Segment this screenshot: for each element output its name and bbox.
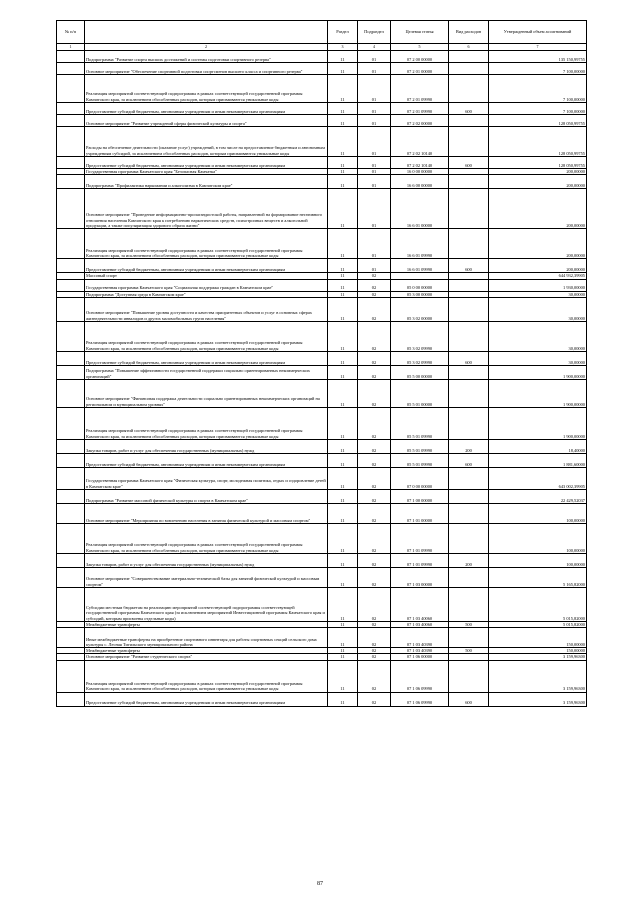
table-row: [57, 297, 587, 321]
row-target-article: 07 1 03 40060: [391, 621, 449, 627]
row-target-article: 16 0 00 00000: [391, 169, 449, 175]
row-number: [57, 553, 85, 567]
row-expense-type: [449, 503, 489, 523]
row-target-article: 07 1 01 09990: [391, 553, 449, 567]
row-section: 11: [328, 660, 358, 692]
row-number: [57, 503, 85, 523]
row-section: 11: [328, 279, 358, 291]
row-target-article: 07 1 01 09990: [391, 523, 449, 553]
row-name: Основное мероприятие "Мероприятия по вовлечению населения в занятия физической культурой и массовым спортом": [85, 503, 328, 523]
row-expense-type: [449, 379, 489, 407]
row-number: [57, 351, 85, 365]
row-expense-type: [449, 127, 489, 157]
row-amount: 30,00000: [489, 291, 587, 297]
row-name: Закупка товаров, работ и услуг для обеспечения государственных (муниципальных) нужд: [85, 439, 328, 453]
row-target-article: 05 5 01 09990: [391, 439, 449, 453]
row-name: Предоставление субсидий бюджетным, автономным учреждениям и иным некоммерческим организациям: [85, 157, 328, 169]
row-target-article: 05 3 00 00000: [391, 291, 449, 297]
row-target-article: 07 2 02 10140: [391, 127, 449, 157]
row-target-article: 07 1 01 00000: [391, 503, 449, 523]
column-number: 7: [489, 44, 587, 51]
row-expense-type: 200: [449, 439, 489, 453]
table-row: [57, 127, 587, 157]
row-number: [57, 297, 85, 321]
row-expense-type: [449, 489, 489, 503]
header-number: № п/п: [57, 21, 85, 44]
row-number: [57, 189, 85, 229]
row-section: 11: [328, 365, 358, 379]
row-subsection: 02: [358, 365, 391, 379]
row-name: Основное мероприятие "Повышение уровня доступности и качества приоритетных объектов и услуг в основных сферах жизнедеятельности инвалидов и других маломобильных групп населения": [85, 297, 328, 321]
row-section: 11: [328, 297, 358, 321]
row-amount: 1 930,00000: [489, 279, 587, 291]
table-row: [57, 321, 587, 351]
row-target-article: 16 6 01 00000: [391, 189, 449, 229]
row-section: 11: [328, 587, 358, 621]
row-subsection: 01: [358, 127, 391, 157]
row-target-article: 16 6 01 09990: [391, 259, 449, 273]
row-expense-type: 600: [449, 259, 489, 273]
row-expense-type: [449, 321, 489, 351]
row-expense-type: [449, 175, 489, 189]
header-approved-amount: Утвержденный объем ассигнований: [489, 21, 587, 44]
row-section: 11: [328, 189, 358, 229]
row-subsection: 02: [358, 567, 391, 587]
table-row: [57, 379, 587, 407]
row-subsection: 02: [358, 407, 391, 439]
row-subsection: 02: [358, 503, 391, 523]
row-number: [57, 63, 85, 75]
row-name: Реализация мероприятий соответствующей подпрограммы в рамках соответствующей государственной программы Камчатского края, за исключением обособленных расходов, которым присваиваются уникальные коды: [85, 660, 328, 692]
table-row: [57, 553, 587, 567]
row-amount: 150,00000: [489, 648, 587, 654]
row-number: [57, 51, 85, 63]
row-name: Подпрограмма "Профилактика наркомании и алкоголизма в Камчатском крае": [85, 175, 328, 189]
row-subsection: 02: [358, 279, 391, 291]
row-name: Расходы на обеспечение деятельности (оказание услуг) учреждений, в том числе на предоставление бюджетным и автономным учреждениям субсидий, за исключением обособленных расходов, которым присваиваются уникальные коды: [85, 127, 328, 157]
row-amount: 5 015,82000: [489, 587, 587, 621]
row-subsection: 02: [358, 291, 391, 297]
row-subsection: 02: [358, 648, 391, 654]
row-section: 11: [328, 553, 358, 567]
row-target-article: 05 3 02 09990: [391, 351, 449, 365]
row-amount: 200,00000: [489, 189, 587, 229]
row-subsection: 02: [358, 628, 391, 648]
row-name: Подпрограмма "Развитие спорта высших достижений и системы подготовки спортивного резерва": [85, 51, 328, 63]
row-subsection: 02: [358, 660, 391, 692]
row-amount: 128 050,99755: [489, 157, 587, 169]
row-number: [57, 523, 85, 553]
row-subsection: 02: [358, 587, 391, 621]
row-section: 11: [328, 503, 358, 523]
row-section: 11: [328, 103, 358, 115]
row-section: 11: [328, 229, 358, 259]
table-row: [57, 279, 587, 291]
row-name: Подпрограмма "Повышение эффективности государственной поддержки социально ориентированных некоммерческих организаций": [85, 365, 328, 379]
column-number: 6: [449, 44, 489, 51]
row-amount: 200,00000: [489, 229, 587, 259]
table-row: [57, 523, 587, 553]
row-section: 11: [328, 127, 358, 157]
row-number: [57, 75, 85, 103]
column-number: 4: [358, 44, 391, 51]
row-amount: 22 429,52037: [489, 489, 587, 503]
row-section: 11: [328, 157, 358, 169]
row-amount: 1 881,60000: [489, 453, 587, 467]
row-subsection: 01: [358, 51, 391, 63]
row-section: 11: [328, 628, 358, 648]
row-expense-type: 200: [449, 553, 489, 567]
row-amount: 128 050,99755: [489, 115, 587, 127]
table-row: [57, 567, 587, 587]
row-name: Реализация мероприятий соответствующей подпрограммы в рамках соответствующей государственной программы Камчатского края, за исключением обособленных расходов, которым присваиваются уникальные коды: [85, 321, 328, 351]
row-amount: 3 159,96300: [489, 660, 587, 692]
row-amount: 128 050,99755: [489, 127, 587, 157]
row-name: Основное мероприятие "Совершенствование материально-технической базы для занятий физической культурой и массовым спортом": [85, 567, 328, 587]
table-row: [57, 115, 587, 127]
row-amount: 150,00000: [489, 628, 587, 648]
row-section: 11: [328, 467, 358, 489]
row-section: 11: [328, 379, 358, 407]
row-target-article: 07 1 06 09990: [391, 692, 449, 706]
table-row: [57, 692, 587, 706]
row-amount: 30,00000: [489, 297, 587, 321]
row-amount: 7 100,00000: [489, 103, 587, 115]
row-amount: 30,00000: [489, 351, 587, 365]
table-row: [57, 259, 587, 273]
row-expense-type: [449, 115, 489, 127]
table-row: [57, 503, 587, 523]
row-amount: 200,00000: [489, 259, 587, 273]
row-expense-type: [449, 279, 489, 291]
row-number: [57, 115, 85, 127]
row-name: Основное мероприятие "Развитие учреждений сферы физической культуры и спорта": [85, 115, 328, 127]
row-amount: 3 159,96300: [489, 692, 587, 706]
table-row: [57, 103, 587, 115]
row-target-article: 07 2 01 09990: [391, 75, 449, 103]
table-row: [57, 660, 587, 692]
row-expense-type: 500: [449, 621, 489, 627]
row-section: 11: [328, 692, 358, 706]
row-number: [57, 692, 85, 706]
row-target-article: 07 1 03 40390: [391, 648, 449, 654]
row-section: 11: [328, 453, 358, 467]
table-row: [57, 157, 587, 169]
row-amount: 135 150,99755: [489, 51, 587, 63]
table-body: [57, 51, 587, 707]
row-subsection: 02: [358, 489, 391, 503]
column-number: 5: [391, 44, 449, 51]
row-subsection: 01: [358, 63, 391, 75]
row-subsection: 01: [358, 169, 391, 175]
row-number: [57, 365, 85, 379]
row-name: Основное мероприятие "Проведение информационно-пропагандистской работы, направленной на формирование негативного отношения населения Камчатского края к потреблению наркотических средств, психотропных веществ и алкогольной продукции, а также популяризация здорового образа жизни": [85, 189, 328, 229]
header-name: [85, 21, 328, 44]
row-number: [57, 489, 85, 503]
row-subsection: 02: [358, 321, 391, 351]
row-target-article: 05 5 01 09990: [391, 453, 449, 467]
row-subsection: 02: [358, 692, 391, 706]
row-target-article: 05 3 02 09990: [391, 321, 449, 351]
budget-table-sheet: [56, 20, 586, 707]
row-amount: 7 100,00000: [489, 63, 587, 75]
row-number: [57, 157, 85, 169]
table-row: [57, 189, 587, 229]
row-name: Подпрограмма "Развитие массовой физической культуры и спорта в Камчатском крае": [85, 489, 328, 503]
row-target-article: 16 6 01 09990: [391, 229, 449, 259]
row-amount: 1 900,00000: [489, 365, 587, 379]
row-target-article: 07 2 01 09990: [391, 103, 449, 115]
row-expense-type: [449, 467, 489, 489]
row-section: 11: [328, 654, 358, 660]
row-subsection: 02: [358, 351, 391, 365]
row-expense-type: 600: [449, 453, 489, 467]
table-row: [57, 467, 587, 489]
row-section: 11: [328, 648, 358, 654]
row-name: Субсидии местным бюджетам на реализацию мероприятий соответствующей подпрограммы соответствующей государственной программы Камчатского края (за исключением мероприятий Инвестиционной программы Камчатского края и субсидий, которым присвоены отдельные коды): [85, 587, 328, 621]
row-name: Предоставление субсидий бюджетным, автономным учреждениям и иным некоммерческим организациям: [85, 103, 328, 115]
row-amount: 200,00000: [489, 169, 587, 175]
row-expense-type: [449, 407, 489, 439]
row-subsection: 01: [358, 103, 391, 115]
row-amount: 3 159,96300: [489, 654, 587, 660]
table-row: [57, 229, 587, 259]
row-target-article: 07 2 02 10140: [391, 157, 449, 169]
table-row: [57, 407, 587, 439]
row-name: Основное мероприятие "Развитие студенческого спорта": [85, 654, 328, 660]
row-subsection: 01: [358, 175, 391, 189]
row-subsection: 02: [358, 467, 391, 489]
row-section: 11: [328, 351, 358, 365]
row-expense-type: [449, 51, 489, 63]
row-amount: 30,00000: [489, 321, 587, 351]
row-amount: 18,40000: [489, 439, 587, 453]
row-number: [57, 175, 85, 189]
row-target-article: 07 1 03 40060: [391, 587, 449, 621]
row-subsection: 02: [358, 379, 391, 407]
row-section: 11: [328, 259, 358, 273]
budget-allocation-table: [56, 20, 587, 707]
row-expense-type: [449, 628, 489, 648]
row-number: [57, 259, 85, 273]
row-subsection: 02: [358, 523, 391, 553]
row-target-article: 16 6 00 00000: [391, 175, 449, 189]
row-section: 11: [328, 63, 358, 75]
row-target-article: 07 1 00 00000: [391, 489, 449, 503]
row-number: [57, 229, 85, 259]
row-expense-type: [449, 75, 489, 103]
table-row: [57, 75, 587, 103]
row-subsection: 01: [358, 259, 391, 273]
column-number: 1: [57, 44, 85, 51]
row-number: [57, 279, 85, 291]
row-number: [57, 103, 85, 115]
row-target-article: 07 2 01 00000: [391, 63, 449, 75]
row-amount: 644 932,39905: [489, 273, 587, 279]
row-section: 11: [328, 175, 358, 189]
row-number: [57, 407, 85, 439]
row-name: Подпрограмма "Доступная среда в Камчатском крае": [85, 291, 328, 297]
row-name: Межбюджетные трансферты: [85, 621, 328, 627]
row-name: Государственная программа Камчатского края "Физическая культура, спорт, молодежная политика, отдых и оздоровление детей в Камчатском крае": [85, 467, 328, 489]
row-name: Иные межбюджетные трансферты на приобретение спортивного инвентаря для работы спортивных секций сельского дома культуры с. Лесная Тигильского муниципального района: [85, 628, 328, 648]
row-amount: 5 165,82000: [489, 567, 587, 587]
row-expense-type: [449, 587, 489, 621]
row-number: [57, 127, 85, 157]
row-target-article: 05 3 02 00000: [391, 297, 449, 321]
row-section: 11: [328, 567, 358, 587]
row-section: 11: [328, 621, 358, 627]
row-section: 11: [328, 439, 358, 453]
row-name: Предоставление субсидий бюджетным, автономным учреждениям и иным некоммерческим организациям: [85, 453, 328, 467]
row-target-article: 07 1 06 09990: [391, 660, 449, 692]
row-amount: 100,00000: [489, 523, 587, 553]
page-number: 87: [317, 881, 323, 887]
row-expense-type: [449, 63, 489, 75]
row-number: [57, 467, 85, 489]
table-row: [57, 489, 587, 503]
table-row: [57, 587, 587, 621]
row-subsection: 01: [358, 229, 391, 259]
row-amount: 643 002,39905: [489, 467, 587, 489]
row-target-article: 05 5 01 00000: [391, 379, 449, 407]
row-target-article: 07 2 00 00000: [391, 51, 449, 63]
row-expense-type: [449, 365, 489, 379]
row-number: [57, 453, 85, 467]
row-target-article: 07 0 00 00000: [391, 467, 449, 489]
row-amount: 1 900,00000: [489, 407, 587, 439]
row-section: 11: [328, 523, 358, 553]
table-row: [57, 175, 587, 189]
table-row: [57, 51, 587, 63]
row-number: [57, 660, 85, 692]
table-row: [57, 351, 587, 365]
row-expense-type: 600: [449, 103, 489, 115]
row-amount: 5 015,82000: [489, 621, 587, 627]
row-name: Реализация мероприятий соответствующей подпрограммы в рамках соответствующей государственной программы Камчатского края, за исключением обособленных расходов, которым присваиваются уникальные коды: [85, 407, 328, 439]
row-expense-type: [449, 229, 489, 259]
row-amount: 100,00000: [489, 503, 587, 523]
row-expense-type: 600: [449, 157, 489, 169]
row-section: 11: [328, 169, 358, 175]
table-row: [57, 453, 587, 467]
row-name: Реализация мероприятий соответствующей подпрограммы в рамках соответствующей государственной программы Камчатского края, за исключением обособленных расходов, которым присваиваются уникальные коды: [85, 75, 328, 103]
row-section: 11: [328, 291, 358, 297]
table-row: [57, 628, 587, 648]
row-name: Реализация мероприятий соответствующей подпрограммы в рамках соответствующей государственной программы Камчатского края, за исключением обособленных расходов, которым присваиваются уникальные коды: [85, 523, 328, 553]
row-expense-type: 600: [449, 351, 489, 365]
row-section: 11: [328, 273, 358, 279]
row-subsection: 01: [358, 75, 391, 103]
row-section: 11: [328, 51, 358, 63]
row-target-article: 05 0 00 00000: [391, 279, 449, 291]
row-number: [57, 379, 85, 407]
row-subsection: 02: [358, 621, 391, 627]
row-number: [57, 587, 85, 621]
row-expense-type: 600: [449, 692, 489, 706]
row-name: Закупка товаров, работ и услуг для обеспечения государственных (муниципальных) нужд: [85, 553, 328, 567]
row-expense-type: 500: [449, 648, 489, 654]
row-number: [57, 567, 85, 587]
row-section: 11: [328, 115, 358, 127]
row-target-article: 07 1 03 00000: [391, 567, 449, 587]
row-target-article: 07 2 02 00000: [391, 115, 449, 127]
row-subsection: 01: [358, 115, 391, 127]
row-target-article: 07 1 06 00000: [391, 654, 449, 660]
header-expense-type: Вид расходов: [449, 21, 489, 44]
row-amount: 1 900,00000: [489, 379, 587, 407]
row-amount: 7 100,00000: [489, 75, 587, 103]
row-expense-type: [449, 523, 489, 553]
table-row: [57, 63, 587, 75]
row-name: Основное мероприятие "Финансовая поддержка деятельности социально ориентированных некоммерческих организаций на региональном и муниципальном уровнях": [85, 379, 328, 407]
header-section: Раздел: [328, 21, 358, 44]
row-name: Реализация мероприятий соответствующей подпрограммы в рамках соответствующей государственной программы Камчатского края, за исключением обособленных расходов, которым присваиваются уникальные коды: [85, 229, 328, 259]
table-row: [57, 439, 587, 453]
table-row: [57, 365, 587, 379]
row-section: 11: [328, 75, 358, 103]
row-target-article: 05 5 01 09990: [391, 407, 449, 439]
row-target-article: 07 1 03 40390: [391, 628, 449, 648]
header-row: [57, 21, 587, 44]
row-name: Массовый спорт: [85, 273, 328, 279]
row-name: Предоставление субсидий бюджетным, автономным учреждениям и иным некоммерческим организациям: [85, 692, 328, 706]
row-number: [57, 321, 85, 351]
row-expense-type: [449, 660, 489, 692]
header-subsection: Подраздел: [358, 21, 391, 44]
row-subsection: 02: [358, 297, 391, 321]
row-section: 11: [328, 321, 358, 351]
row-section: 11: [328, 407, 358, 439]
row-name: Основное мероприятие "Обеспечение спортивной подготовки спортсменов высшего класса и спортивного резерва": [85, 63, 328, 75]
row-subsection: 02: [358, 453, 391, 467]
row-target-article: 05 5 00 00000: [391, 365, 449, 379]
row-amount: 200,00000: [489, 175, 587, 189]
row-name: Предоставление субсидий бюджетным, автономным учреждениям и иным некоммерческим организациям: [85, 259, 328, 273]
row-amount: 100,00000: [489, 553, 587, 567]
column-number-row: [57, 44, 587, 51]
column-number: 2: [85, 44, 328, 51]
row-expense-type: [449, 567, 489, 587]
row-subsection: 02: [358, 654, 391, 660]
row-number: [57, 628, 85, 648]
row-subsection: 01: [358, 189, 391, 229]
row-section: 11: [328, 489, 358, 503]
row-number: [57, 439, 85, 453]
column-number: 3: [328, 44, 358, 51]
row-subsection: 01: [358, 157, 391, 169]
row-name: Государственная программа Камчатского края "Безопасная Камчатка": [85, 169, 328, 175]
row-name: Предоставление субсидий бюджетным, автономным учреждениям и иным некоммерческим организациям: [85, 351, 328, 365]
row-name: Государственная программа Камчатского края "Социальная поддержка граждан в Камчатском крае": [85, 279, 328, 291]
row-name: Межбюджетные трансферты: [85, 648, 328, 654]
row-expense-type: [449, 297, 489, 321]
row-subsection: 02: [358, 439, 391, 453]
row-subsection: 02: [358, 273, 391, 279]
row-subsection: 02: [358, 553, 391, 567]
header-target-article: Целевая статья: [391, 21, 449, 44]
row-expense-type: [449, 189, 489, 229]
